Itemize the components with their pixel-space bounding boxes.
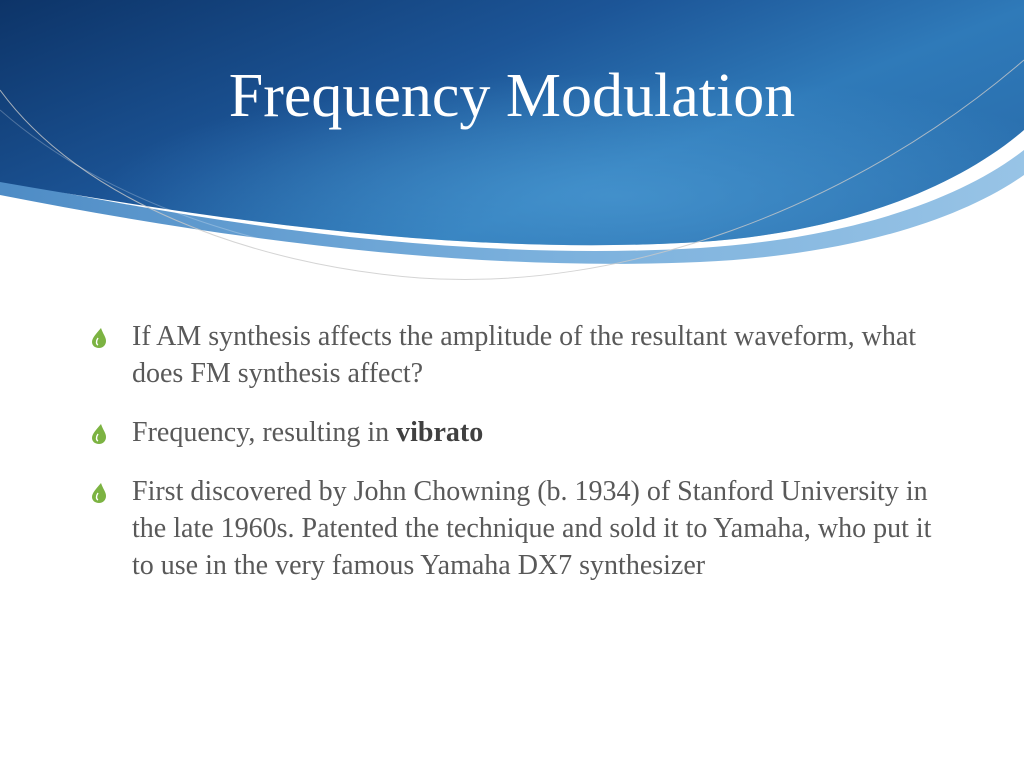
bullet-text (132, 417, 483, 448)
bullet-text-plain: Frequency, resulting in (132, 417, 397, 448)
bullet-item (92, 318, 952, 392)
bullet-text: If AM synthesis affects the amplitude of the resultant waveform, what does FM synthesis affect? (132, 321, 917, 389)
leaf-drop-icon (92, 328, 108, 348)
bullet-text: First discovered by John Chowning (b. 1934) of Stanford University in the late 1960s. Patented the technique and sold it to Yamaha, who put it to use in the very famous Yamaha DX7 synthesizer (132, 476, 932, 581)
bullet-list (92, 318, 952, 606)
leaf-drop-icon (92, 483, 108, 503)
header-swoosh-background (0, 0, 1024, 300)
bullet-item (92, 473, 952, 584)
bullet-text-bold: vibrato (396, 417, 484, 448)
slide-title: Frequency Modulation (228, 62, 796, 130)
bullet-item (92, 414, 952, 451)
leaf-drop-icon (92, 424, 108, 444)
